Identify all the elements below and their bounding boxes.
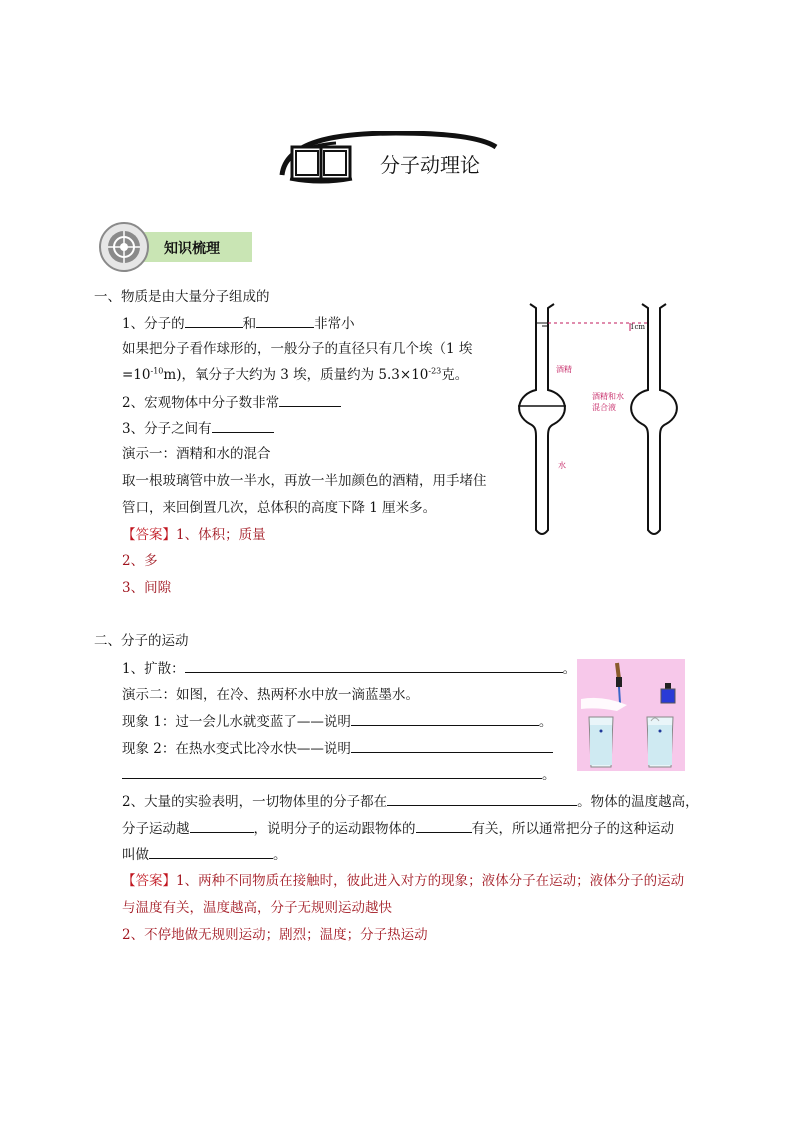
blank-s2q2c[interactable]: [416, 819, 472, 833]
s1-answer2: 2、多: [122, 553, 158, 569]
s2-demo2: 演示二：如图，在冷、热两杯水中放一滴蓝墨水。: [122, 687, 419, 703]
s1-demo1-p1: 取一根玻璃管中放一半水，再放一半加颜色的酒精，用手堵住: [122, 473, 487, 489]
blank-obs2[interactable]: [351, 739, 553, 753]
ink-figure: [577, 659, 685, 771]
section2-heading: 二、分子的运动: [94, 633, 189, 649]
s1-q1: 1、分子的 和 非常小: [122, 316, 355, 332]
s2-obs2-cont: 。: [122, 765, 556, 784]
s1-p2: $=10^{-10}m$)，氧分子大约为 3 埃，质量约为 $5.3\times 10^{-23}$克。: [122, 366, 469, 383]
hot-cup-icon: [647, 717, 673, 767]
label-1cm: 1cm: [630, 323, 646, 331]
left-tube: [518, 304, 566, 534]
s1-q3: 3、分子之间有: [122, 419, 274, 438]
dropper-icon: [616, 663, 622, 703]
label-mix-2: 混合液: [592, 403, 616, 412]
s1-answer3: 3、间隙: [122, 580, 172, 596]
s2-q1: 1、扩散： 。: [122, 661, 577, 677]
blank-s2q1[interactable]: [185, 659, 563, 673]
blank-obs2-cont[interactable]: [122, 765, 542, 779]
blank-s2q2a[interactable]: [387, 792, 577, 806]
s1-q2: 2、宏观物体中分子数非常: [122, 393, 341, 412]
s2-answer1-b: 与温度有关，温度越高，分子无规则运动越快: [122, 900, 392, 916]
label-water: 水: [558, 461, 566, 470]
s1-demo1-p2: 管口，来回倒置几次，总体积的高度下降 1 厘米多。: [122, 500, 437, 516]
s2-obs1: 现象 1：过一会儿水就变蓝了——说明 。: [122, 714, 553, 730]
s2-answer2: 2、不停地做无规则运动；剧烈；温度；分子热运动: [122, 927, 428, 943]
right-tube: [631, 304, 677, 534]
blank-q2[interactable]: [279, 393, 341, 407]
blank-s2q2d[interactable]: [149, 845, 273, 859]
cold-cup-icon: [589, 717, 613, 767]
tube-figure: [512, 298, 692, 540]
blank-q3[interactable]: [212, 419, 274, 433]
s2-q2-line3: 叫做 。: [122, 847, 287, 863]
blank-s2q2b[interactable]: [190, 819, 254, 833]
label-alcohol: 酒精: [556, 365, 572, 374]
s2-answer1-a: 【答案】1、两种不同物质在接触时，彼此进入对方的现象；液体分子在运动；液体分子的运动: [122, 873, 685, 889]
s2-q2-line1: 2、大量的实验表明，一切物体里的分子都在 。物体的温度越高，: [122, 794, 699, 810]
blank-obs1[interactable]: [351, 712, 539, 726]
blank-q1a[interactable]: [185, 314, 243, 328]
blank-q1b[interactable]: [256, 314, 314, 328]
badge-label: 知识梳理: [164, 241, 220, 257]
target-icon: [98, 222, 158, 274]
s1-demo1: 演示一：酒精和水的混合: [122, 446, 271, 462]
s1-answer1: 【答案】1、体积；质量: [122, 527, 266, 543]
label-mix-1: 酒精和水: [592, 392, 624, 401]
title-banner: [276, 131, 506, 187]
s2-q2-line2: 分子运动越 ，说明分子的运动跟物体的 有关，所以通常把分子的这种运动: [122, 821, 674, 837]
section1-heading: 一、物质是由大量分子组成的: [94, 289, 270, 305]
section-badge: [98, 222, 258, 274]
s1-p1: 如果把分子看作球形的，一般分子的直径只有几个埃（1 埃: [122, 341, 473, 357]
page-title: 分子动理论: [380, 153, 480, 177]
ink-bottle-icon: [661, 683, 675, 703]
s2-obs2: 现象 2：在热水变式比冷水快——说明: [122, 739, 553, 758]
